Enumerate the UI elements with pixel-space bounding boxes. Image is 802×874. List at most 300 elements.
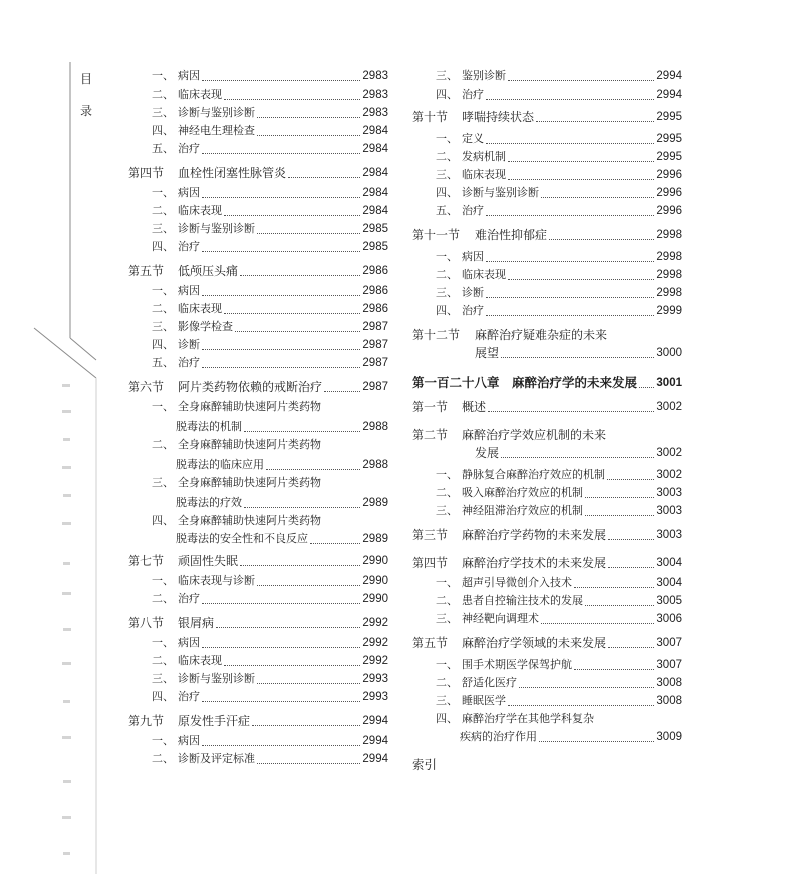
toc-number: 第五节 [128,264,165,278]
toc-title: 舒适化医疗 [462,676,517,689]
toc-number: 第四节 [128,166,165,180]
toc-title: 脱毒法的临床应用 [176,458,264,471]
toc-page-number: 2992 [362,655,388,667]
toc-leader-dots [240,274,360,276]
toc-page-number: 2992 [362,637,388,649]
toc-page-number: 2984 [362,167,388,179]
toc-page-number: 3002 [656,447,682,459]
toc-title: 麻醉治疗学技术的未来发展 [462,556,607,570]
toc-number: 三、 [152,106,174,119]
toc-leader-dots [549,238,654,240]
toc-continuation [412,444,682,462]
toc-section [128,262,388,280]
toc-leader-dots [607,478,654,480]
toc-section [412,398,682,416]
margin-rule-diagonal [34,328,96,378]
toc-leader-dots [324,390,360,392]
toc-subsection [412,266,682,284]
toc-subsection [128,750,388,768]
toc-title: 临床表现 [462,268,506,281]
toc-subsection [128,398,388,416]
toc-page-number: 3007 [656,637,682,649]
toc-title: 临床表现 [178,204,222,217]
toc-title: 临床表现 [178,654,222,667]
toc-title: 诊断与鉴别诊断 [178,106,255,119]
toc-title: 概述 [462,400,487,414]
toc-section [128,378,388,396]
toc-page-number: 2996 [656,169,682,181]
toc-title: 麻醉治疗疑难杂症的未来 [475,328,608,342]
toc-title: 诊断 [178,338,200,351]
toc-title: 临床表现与诊断 [178,574,255,587]
toc-subsection [128,86,388,104]
toc-number: 二、 [152,204,174,217]
toc-title: 定义 [462,132,484,145]
toc-subsection [128,572,388,590]
toc-title: 诊断 [462,286,484,299]
toc-title: 影像学检查 [178,320,233,333]
toc-number: 三、 [436,286,458,299]
toc-subsection [412,302,682,320]
toc-subsection [128,670,388,688]
toc-subsection [128,512,388,530]
toc-leader-dots [486,214,654,216]
toc-leader-dots [574,586,654,588]
toc-page-number: 2989 [362,533,388,545]
toc-title: 治疗 [462,304,484,317]
toc-title: 临床表现 [178,88,222,101]
toc-title: 治疗 [462,88,484,101]
toc-title: 顽固性失眠 [178,554,239,568]
toc-title: 银屑病 [178,616,215,630]
toc-subsection [412,574,682,592]
toc-title: 治疗 [178,690,200,703]
toc-title: 诊断与鉴别诊断 [462,186,539,199]
toc-page-number: 3001 [656,377,682,389]
margin-ghost-marks [62,384,71,855]
toc-title: 神经靶向调理术 [462,612,539,625]
toc-leader-dots [257,682,360,684]
toc-leader-dots [508,79,654,81]
toc-page-number: 2984 [362,187,388,199]
toc-title: 脱毒法的疗效 [176,496,242,509]
toc-page-number: 2987 [362,339,388,351]
toc-number: 一、 [152,574,174,587]
toc-title: 患者自控输注技术的发展 [462,594,583,607]
toc-section [412,554,682,572]
toc-number: 三、 [152,320,174,333]
toc-title: 脱毒法的机制 [176,420,242,433]
toc-title: 原发性手汗症 [178,714,251,728]
toc-subsection [412,484,682,502]
toc-page-number: 2988 [362,459,388,471]
toc-leader-dots [501,356,654,358]
toc-page-number: 2983 [362,89,388,101]
toc-leader-dots [310,542,360,544]
toc-leader-dots [224,214,360,216]
toc-page-number: 2986 [362,303,388,315]
toc-page-number: 3008 [656,677,682,689]
toc-subsection [412,284,682,302]
toc-subsection [412,466,682,484]
toc-number: 五、 [152,142,174,155]
toc-leader-dots [585,604,654,606]
toc-title: 病因 [178,636,200,649]
toc-page-number: 2993 [362,673,388,685]
toc-page-number: 2987 [362,381,388,393]
toc-number: 第八节 [128,616,165,630]
toc-number: 二、 [436,676,458,689]
toc-page-number: 2994 [362,753,388,765]
toc-number: 第十节 [412,110,449,124]
toc-subsection [128,140,388,158]
toc-subsection [128,590,388,608]
toc-title: 治疗 [178,592,200,605]
toc-leader-dots [257,232,360,234]
toc-number: 一、 [436,468,458,481]
toc-number: 三、 [152,672,174,685]
toc-page-number: 2999 [656,305,682,317]
toc-title: 病因 [178,734,200,747]
side-label-mu: 目 [80,72,93,86]
toc-leader-dots [488,410,654,412]
toc-subsection [412,202,682,220]
toc-page-number: 3003 [656,487,682,499]
toc-page-number: 2994 [362,735,388,747]
toc-title: 第一百二十八章 麻醉治疗学的未来发展 [412,375,638,390]
toc-leader-dots [266,468,360,470]
toc-leader-dots [508,278,654,280]
toc-page-number: 2987 [362,321,388,333]
toc-title: 发病机制 [462,150,506,163]
toc-page-number: 2984 [362,205,388,217]
toc-continuation [128,456,388,474]
toc-number: 一、 [152,400,174,413]
toc-leader-dots [202,348,360,350]
toc-leader-dots [539,740,654,742]
toc-title: 治疗 [178,356,200,369]
toc-page-number: 2998 [656,229,682,241]
toc-number: 三、 [436,504,458,517]
toc-number: 一、 [436,250,458,263]
toc-subsection [412,692,682,710]
toc-leader-dots [608,538,654,540]
toc-subsection [128,122,388,140]
toc-section [412,426,682,444]
toc-leader-dots [501,456,654,458]
toc-page-number: 2992 [362,617,388,629]
toc-page-number: 3002 [656,469,682,481]
toc-subsection [412,184,682,202]
toc-leader-dots [585,496,654,498]
toc-leader-dots [252,724,360,726]
toc-page-number: 2994 [656,89,682,101]
toc-number: 二、 [152,752,174,765]
toc-page-number: 2994 [656,70,682,82]
toc-leader-dots [639,386,654,388]
toc-title: 神经电生理检查 [178,124,255,137]
toc-chapter [412,374,682,392]
toc-title: 疾病的治疗作用 [460,730,537,743]
toc-page-number: 3009 [656,731,682,743]
toc-page-number: 2995 [656,133,682,145]
toc-number: 一、 [152,69,174,82]
toc-page-number: 3003 [656,505,682,517]
toc-leader-dots [486,314,654,316]
toc-subsection [128,184,388,202]
toc-number: 二、 [152,654,174,667]
toc-number: 三、 [436,612,458,625]
toc-subsection [128,634,388,652]
toc-title: 吸入麻醉治疗效应的机制 [462,486,583,499]
toc-number: 二、 [436,594,458,607]
toc-leader-dots [508,178,654,180]
toc-title: 临床表现 [462,168,506,181]
toc-page-number: 3003 [656,529,682,541]
toc-page-number: 3000 [656,347,682,359]
toc-number: 三、 [436,69,458,82]
toc-title: 低颅压头痛 [178,264,239,278]
toc-title: 麻醉治疗学领域的未来发展 [462,636,607,650]
toc-leader-dots [202,250,360,252]
toc-subsection [412,148,682,166]
toc-page-number: 3006 [656,613,682,625]
toc-title: 病因 [178,186,200,199]
toc-number: 第十一节 [412,228,461,242]
toc-subsection [412,610,682,628]
toc-title: 脱毒法的安全性和不良反应 [176,532,308,545]
toc-section [128,614,388,632]
toc-number: 一、 [436,658,458,671]
toc-subsection [412,166,682,184]
toc-number: 第四节 [412,556,449,570]
toc-page-number: 2998 [656,269,682,281]
toc-title: 鉴别诊断 [462,69,506,82]
toc-number: 四、 [436,712,458,725]
toc-number: 五、 [436,204,458,217]
toc-subsection [412,656,682,674]
toc-section [412,108,682,126]
toc-page-number: 3004 [656,577,682,589]
toc-leader-dots [202,294,360,296]
toc-page-number: 2995 [656,151,682,163]
toc-continuation [412,728,682,746]
toc-title: 全身麻醉辅助快速阿片类药物 [178,400,321,413]
toc-number: 一、 [436,132,458,145]
toc-section [412,526,682,544]
toc-title: 诊断及评定标准 [178,752,255,765]
toc-title: 血栓性闭塞性脉管炎 [178,166,287,180]
toc-page-number: 3002 [656,401,682,413]
toc-leader-dots [288,176,360,178]
toc-number: 二、 [152,592,174,605]
toc-page-number: 2987 [362,357,388,369]
toc-number: 五、 [152,356,174,369]
toc-index [412,756,682,774]
toc-leader-dots [224,312,360,314]
toc-number: 一、 [152,284,174,297]
toc-number: 四、 [152,690,174,703]
toc-leader-dots [257,116,360,118]
toc-leader-dots [608,646,654,648]
toc-subsection [128,474,388,492]
toc-leader-dots [519,686,654,688]
toc-leader-dots [202,366,360,368]
toc-subsection [128,202,388,220]
toc-page-number: 2998 [656,287,682,299]
toc-leader-dots [574,668,654,670]
toc-title: 治疗 [178,142,200,155]
toc-subsection [128,67,388,85]
toc-leader-dots [608,566,654,568]
toc-page-number: 2989 [362,497,388,509]
toc-number: 第一节 [412,400,449,414]
toc-subsection [128,282,388,300]
toc-number: 三、 [436,168,458,181]
toc-page-number: 2994 [362,715,388,727]
toc-title: 睡眠医学 [462,694,506,707]
toc-page-number: 2990 [362,575,388,587]
toc-subsection [412,502,682,520]
toc-subsection [128,688,388,706]
toc-number: 四、 [152,338,174,351]
toc-subsection [412,674,682,692]
toc-number: 四、 [152,240,174,253]
toc-page-number: 2990 [362,555,388,567]
toc-page-number: 2985 [362,241,388,253]
toc-number: 四、 [436,304,458,317]
toc-title: 神经阻滞治疗效应的机制 [462,504,583,517]
toc-number: 二、 [152,438,174,451]
toc-leader-dots [202,744,360,746]
toc-title: 麻醉治疗学效应机制的未来 [462,428,607,442]
toc-page-number: 3005 [656,595,682,607]
toc-title: 病因 [178,284,200,297]
toc-page-number: 3008 [656,695,682,707]
side-label-lu: 录 [80,104,93,118]
toc-page-number: 2998 [656,251,682,263]
toc-number: 一、 [152,734,174,747]
toc-title: 全身麻醉辅助快速阿片类药物 [178,514,321,527]
toc-continuation [128,494,388,512]
toc-number: 四、 [436,88,458,101]
toc-leader-dots [235,330,360,332]
toc-number: 四、 [152,514,174,527]
toc-subsection [412,592,682,610]
toc-number: 二、 [436,268,458,281]
toc-page-number: 2990 [362,593,388,605]
toc-number: 一、 [152,186,174,199]
toc-leader-dots [585,514,654,516]
toc-leader-dots [244,430,360,432]
toc-number: 第三节 [412,528,449,542]
toc-number: 第十二节 [412,328,461,342]
toc-page-number: 3004 [656,557,682,569]
toc-leader-dots [216,626,360,628]
toc-number: 一、 [436,576,458,589]
toc-leader-dots [202,602,360,604]
toc-number: 四、 [152,124,174,137]
toc-subsection [128,220,388,238]
toc-section [128,552,388,570]
toc-leader-dots [202,700,360,702]
toc-subsection [128,238,388,256]
toc-title: 治疗 [178,240,200,253]
toc-section [128,712,388,730]
toc-leader-dots [224,98,360,100]
toc-section [128,164,388,182]
toc-number: 二、 [152,302,174,315]
toc-title: 静脉复合麻醉治疗效应的机制 [462,468,605,481]
margin-decoration [0,0,110,874]
toc-page-number: 2984 [362,125,388,137]
toc-subsection [128,104,388,122]
toc-number: 二、 [436,486,458,499]
toc-title: 病因 [462,250,484,263]
toc-leader-dots [486,260,654,262]
toc-title: 难治性抑郁症 [475,228,548,242]
toc-title: 诊断与鉴别诊断 [178,222,255,235]
toc-page-number: 3007 [656,659,682,671]
toc-number: 三、 [436,694,458,707]
toc-leader-dots [508,704,654,706]
toc-leader-dots [202,196,360,198]
toc-title: 麻醉治疗学在其他学科复杂 [462,712,594,725]
toc-leader-dots [202,152,360,154]
toc-number: 四、 [436,186,458,199]
toc-leader-dots [257,134,360,136]
toc-subsection [128,300,388,318]
toc-leader-dots [224,664,360,666]
toc-title: 诊断与鉴别诊断 [178,672,255,685]
toc-leader-dots [486,98,654,100]
toc-leader-dots [257,762,360,764]
toc-title: 治疗 [462,204,484,217]
toc-title: 超声引导微创介入技术 [462,576,572,589]
toc-title: 阿片类药物依赖的戒断治疗 [178,380,323,394]
toc-page-number: 2985 [362,223,388,235]
toc-title: 发展 [475,446,500,460]
toc-title: 临床表现 [178,302,222,315]
toc-leader-dots [541,622,654,624]
toc-number: 第七节 [128,554,165,568]
toc-leader-dots [536,120,654,122]
toc-continuation [128,530,388,548]
toc-subsection [412,67,682,85]
toc-subsection [128,732,388,750]
toc-number: 第五节 [412,636,449,650]
toc-number: 二、 [152,88,174,101]
toc-continuation [128,418,388,436]
toc-leader-dots [508,160,654,162]
toc-leader-dots [240,564,360,566]
toc-number: 二、 [436,150,458,163]
toc-subsection [412,130,682,148]
toc-section [412,634,682,652]
toc-leader-dots [257,584,360,586]
toc-subsection [128,336,388,354]
toc-leader-dots [486,296,654,298]
toc-leader-dots [244,506,360,508]
toc-number: 第九节 [128,714,165,728]
toc-leader-dots [486,142,654,144]
toc-number: 一、 [152,636,174,649]
toc-page-number: 2988 [362,421,388,433]
toc-section [412,226,682,244]
toc-subsection [128,354,388,372]
toc-title: 病因 [178,69,200,82]
toc-number: 第二节 [412,428,449,442]
